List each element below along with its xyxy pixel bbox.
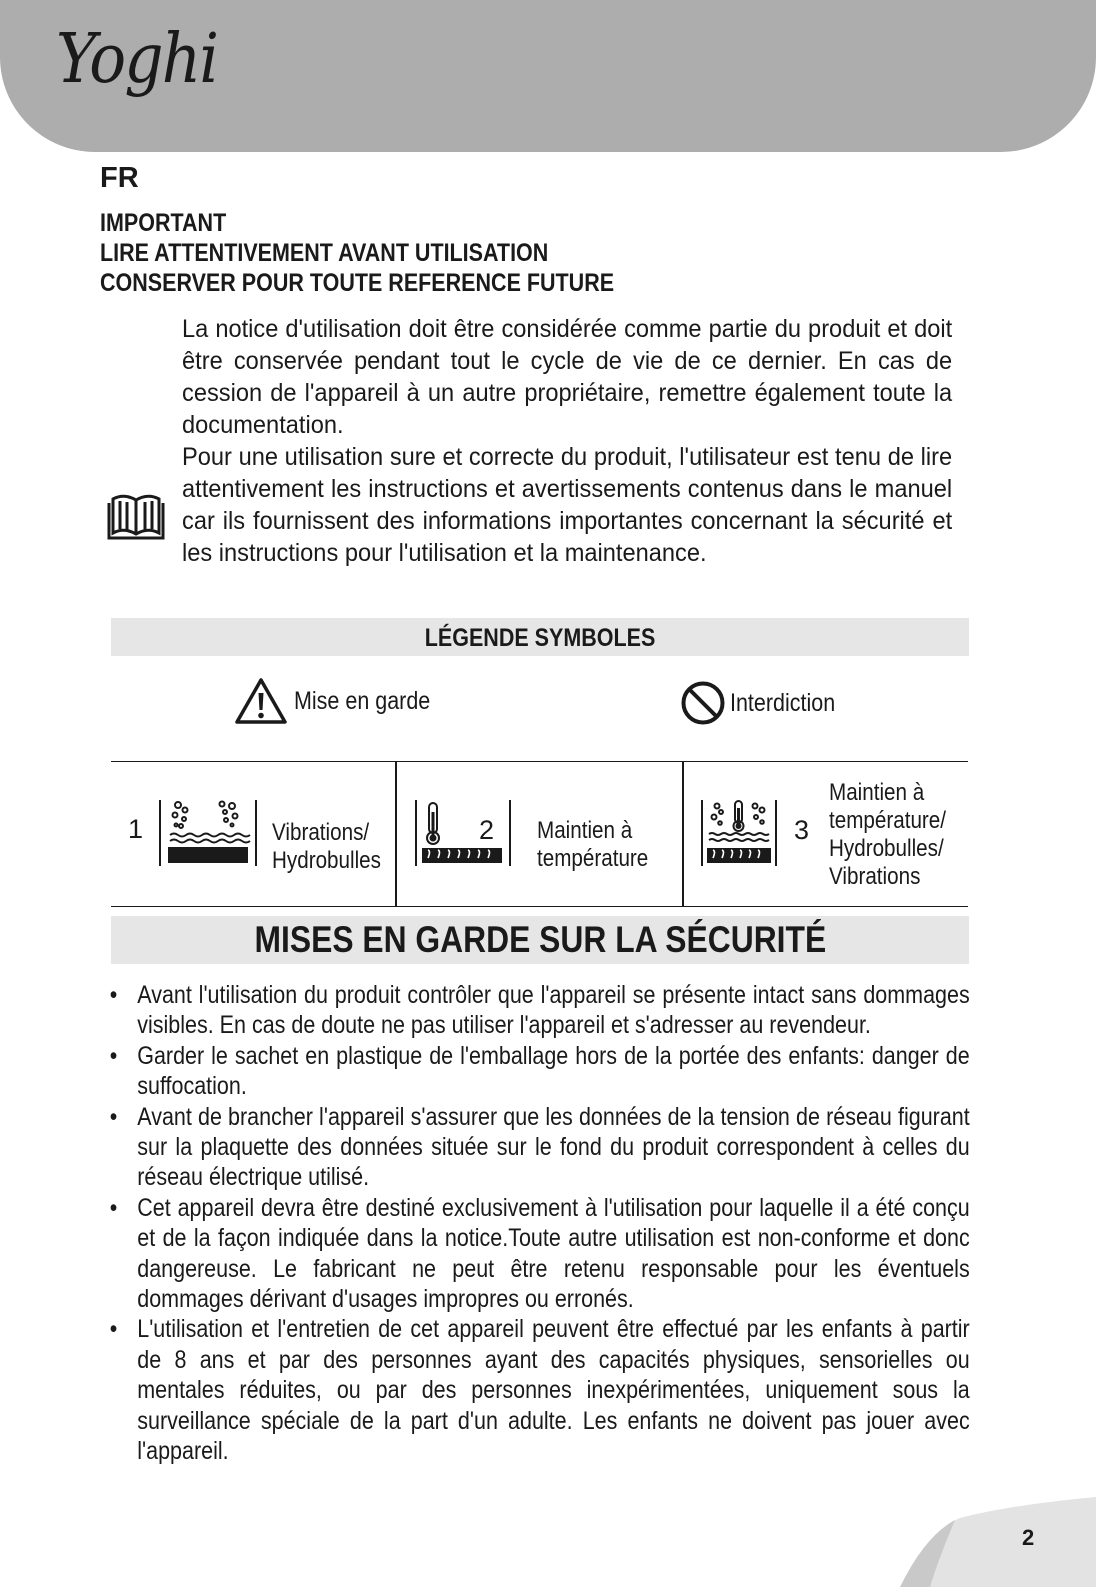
important-line: LIRE ATTENTIVEMENT AVANT UTILISATION <box>100 239 549 267</box>
function-label-line: température <box>537 845 649 872</box>
page-number: 2 <box>1022 1525 1035 1550</box>
list-item: • Avant de brancher l'appareil s'assurer que les données de la tension de réseau figurant sur la plaquette des données située sur le fond du produit correspondent à celles du réseau électrique utilisé. <box>108 1102 970 1193</box>
warning-label: Mise en garde <box>294 686 431 715</box>
language-code: FR <box>100 162 139 194</box>
intro-paragraph: Pour une utilisation sure et correcte du produit, l'utilisateur est tenu de lire attentivement les instructions et avertissements contenus dans le manuel car ils fournissent des informations importantes concernant la sécurité et les instructions pour l'utilisation et la maintenance. <box>182 443 953 567</box>
list-item: • L'utilisation et l'entretien de cet appareil peuvent être effectué par les enfants à partir de 8 ans et par des personnes ayant des capacités physiques, sensorielles ou mentales réduites, ou par des personnes inexpérimentées, uniquement sous la surveillance spéciale de la part d'un adulte. Les enfants ne doivent pas jouer avec l'appareil. <box>108 1314 970 1466</box>
function-label-line: Vibrations/ <box>272 819 370 846</box>
prohibition-label: Interdiction <box>730 688 836 717</box>
list-item: • Cet appareil devra être destiné exclusivement à l'utilisation pour laquelle il a été conçu et de la façon indiquée dans la notice.Toute autre utilisation est non-conforme et donc dangereuse. Le fabricant ne peut être retenu responsable pour les éventuels dommages dérivant d'usages impropres ou erronés. <box>108 1193 970 1315</box>
function-number: 3 <box>794 815 810 845</box>
function-label-line: Hydrobulles <box>272 847 381 874</box>
function-label-line: température/ <box>829 807 947 834</box>
intro-paragraph: La notice d'utilisation doit être considérée comme partie du produit et doit être conservée pendant tout le cycle de vie de ce dernier. En cas de cession de l'appareil à un autre propriétaire, remettre également toute la documentation. <box>182 315 953 439</box>
function-number: 1 <box>128 814 144 844</box>
function-label-line: Maintien à <box>829 779 925 806</box>
list-item: • Avant l'utilisation du produit contrôler que l'appareil se présente intact sans dommages visibles. En cas de doute ne pas utiliser l'appareil et s'adresser au revendeur. <box>108 980 970 1041</box>
function-label-line: Vibrations <box>829 863 921 890</box>
important-line: CONSERVER POUR TOUTE REFERENCE FUTURE <box>100 269 615 297</box>
function-number: 2 <box>479 815 495 845</box>
brand-logo: Yoghi <box>56 20 218 99</box>
list-item: • Garder le sachet en plastique de l'emballage hors de la portée des enfants: danger de suffocation. <box>108 1041 970 1102</box>
legend-title: LÉGENDE SYMBOLES <box>424 624 656 652</box>
safety-title: MISES EN GARDE SUR LA SÉCURITÉ <box>254 919 826 960</box>
important-line: IMPORTANT <box>100 209 227 237</box>
function-label-line: Hydrobulles/ <box>829 835 944 862</box>
function-label-line: Maintien à <box>537 817 633 844</box>
